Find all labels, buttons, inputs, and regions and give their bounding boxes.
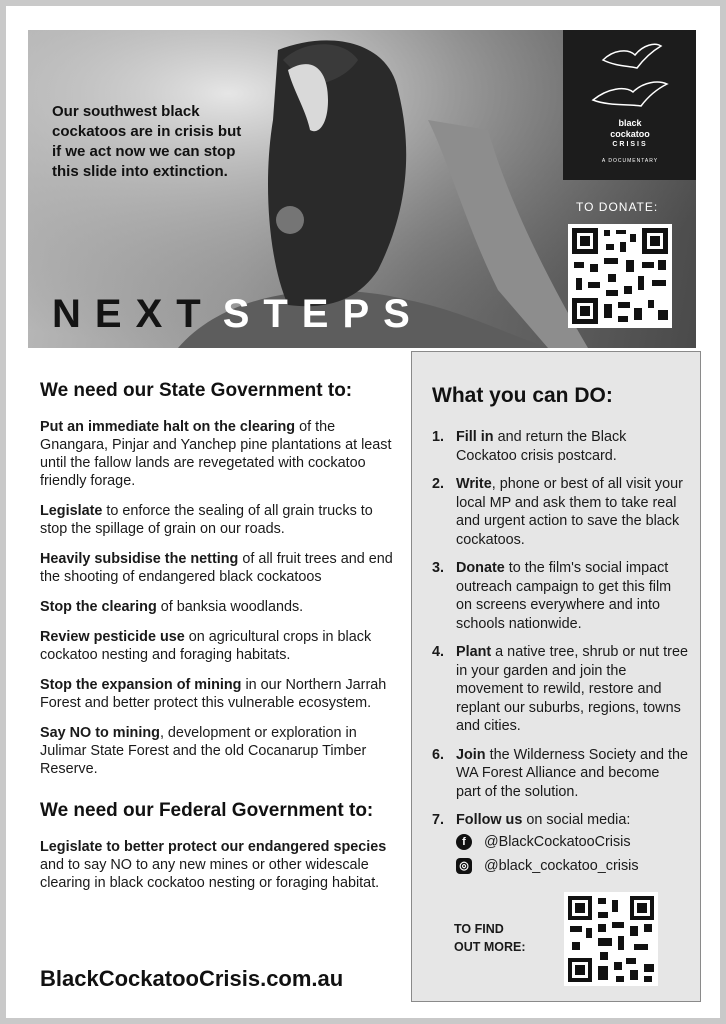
state-item-bold: Stop the clearing xyxy=(40,599,157,615)
action-number: 2. xyxy=(432,476,445,492)
facebook-handle: @BlackCockatooCrisis xyxy=(484,833,631,850)
action-bold: Follow us xyxy=(456,812,523,828)
state-item xyxy=(40,628,400,664)
instagram-link[interactable] xyxy=(432,858,688,874)
headline-steps: STEPS xyxy=(222,292,424,336)
find-out-more-label xyxy=(454,920,526,956)
state-item-text: on agricultural crops in black cockatoo nesting and foraging habitats. xyxy=(40,629,372,663)
action-text: the Wilderness Society and the WA Forest Alliance and become part of the solution. xyxy=(456,746,688,800)
headline-next: NEXT xyxy=(52,292,215,336)
actions-list xyxy=(432,428,688,874)
actions-heading: What you can DO: xyxy=(432,384,613,407)
state-item-bold: Say NO to mining xyxy=(40,725,160,741)
state-item xyxy=(40,550,400,586)
government-demands xyxy=(40,380,400,904)
donate-qr-code[interactable] xyxy=(568,224,672,328)
hero-banner xyxy=(28,30,696,348)
state-item-bold: Heavily subsidise the netting xyxy=(40,551,239,567)
info-qr-code[interactable] xyxy=(564,892,658,986)
state-item xyxy=(40,418,400,490)
find-line-1: TO FIND xyxy=(454,922,504,936)
instagram-icon: ◎ xyxy=(456,858,472,874)
instagram-handle: @black_cockatoo_crisis xyxy=(484,857,639,874)
state-item-text: , development or exploration in Julimar State Forest and the old Cocanarup Timber Reserve. xyxy=(40,725,367,777)
federal-heading: We need our Federal Government to: xyxy=(40,800,374,821)
logo-word-black: black xyxy=(618,118,642,128)
donate-label: TO DONATE: xyxy=(576,200,659,214)
action-item xyxy=(432,811,688,830)
logo-word-cockatoo: cockatoo xyxy=(610,129,650,139)
action-text: to the film's social impact outreach campaign to get this film on screens everywhere and into schools nationwide. xyxy=(456,560,672,632)
action-bold: Write xyxy=(456,476,492,492)
action-number: 6. xyxy=(432,746,445,763)
action-item xyxy=(432,428,688,465)
facebook-link[interactable] xyxy=(432,834,688,850)
facebook-icon: f xyxy=(456,834,472,850)
action-bold: Fill in xyxy=(456,429,494,445)
action-number: 1. xyxy=(432,429,445,445)
action-text: and return the Black Cockatoo crisis postcard. xyxy=(456,429,627,464)
state-item-text: of the Gnangara, Pinjar and Yanchep pine plantations at least until the fallow lands are revegetated with cockatoo friendly forage. xyxy=(40,419,392,489)
action-item xyxy=(432,643,688,736)
federal-item xyxy=(40,838,400,892)
state-item xyxy=(40,598,400,616)
state-item-bold: Put an immediate halt on the clearing xyxy=(40,419,296,435)
film-logo xyxy=(563,30,696,180)
state-item xyxy=(40,502,400,538)
state-item xyxy=(40,676,400,712)
website-link[interactable]: BlackCockatooCrisis.com.au xyxy=(40,966,344,991)
federal-item-text: and to say NO to any new mines or other widescale clearing in black cockatoo nesting or foraging habitat. xyxy=(40,857,380,891)
actions-panel xyxy=(411,351,701,1002)
state-item-text: of all fruit trees and end the shooting of endangered black cockatoos xyxy=(40,551,393,585)
state-item xyxy=(40,724,400,778)
action-item xyxy=(432,475,688,549)
state-item-bold: Legislate xyxy=(40,503,103,519)
state-item-bold: Stop the expansion of mining xyxy=(40,677,242,693)
action-number: 7. xyxy=(432,812,445,828)
logo-subtitle: A DOCUMENTARY xyxy=(601,158,659,164)
state-heading: We need our State Government to: xyxy=(40,380,353,401)
action-item xyxy=(432,559,688,633)
action-bold: Donate xyxy=(456,560,505,576)
find-line-2: OUT MORE: xyxy=(454,940,526,954)
intro-text: Our southwest black cockatoos are in crisis but if we act now we can stop this slide into extinction. xyxy=(52,103,242,180)
cockatoo-logo-icon xyxy=(563,30,696,120)
action-item xyxy=(432,746,688,802)
action-number: 3. xyxy=(432,560,445,576)
action-bold: Plant xyxy=(456,644,492,660)
action-text: a native tree, shrub or nut tree in your garden and join the movement to rewild, restore and replant our suburbs, regions, towns and cities. xyxy=(456,644,688,734)
state-item-text: in our Northern Jarrah Forest and better protect this vulnerable ecosystem. xyxy=(40,677,387,711)
flyer-page xyxy=(6,6,720,1018)
action-text: on social media: xyxy=(522,812,631,828)
action-number: 4. xyxy=(432,644,445,660)
logo-word-crisis: CRISIS xyxy=(612,141,648,148)
state-item-text: to enforce the sealing of all grain trucks to stop the spillage of grain on our roads. xyxy=(40,503,373,537)
state-item-bold: Review pesticide use xyxy=(40,629,185,645)
federal-item-bold: Legislate to better protect our endangered species xyxy=(40,839,387,855)
state-item-text: of banksia woodlands. xyxy=(156,599,304,615)
action-text: , phone or best of all visit your local MP and ask them to take real and urgent action to save the black cockatoos. xyxy=(456,476,683,548)
action-bold: Join xyxy=(456,746,486,763)
headline xyxy=(52,292,424,337)
